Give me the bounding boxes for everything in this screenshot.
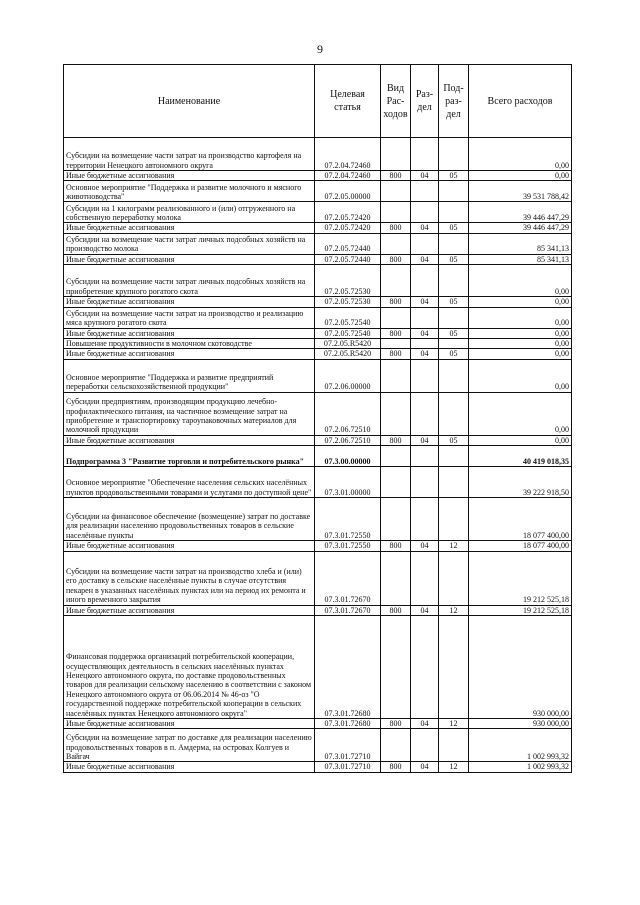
row-vid: 800 [381, 719, 411, 729]
row-podrazdel: 12 [439, 541, 469, 551]
row-podrazdel: 12 [439, 762, 469, 772]
row-name: Иные бюджетные ассигнования [64, 719, 315, 729]
row-vid [381, 265, 411, 297]
row-sum: 19 212 525,18 [469, 605, 572, 615]
row-code: 07.2.05.72420 [315, 223, 381, 233]
row-sum: 39 446 447,29 [469, 223, 572, 233]
table-row [64, 467, 572, 498]
table-row [64, 551, 572, 605]
row-sum: 0,00 [469, 297, 572, 307]
table-row [64, 435, 572, 445]
row-razdel [411, 359, 439, 392]
row-code: 07.3.01.72550 [315, 498, 381, 541]
row-razdel: 04 [411, 349, 439, 359]
header-name: Наименование [64, 65, 315, 138]
row-sum: 39 446 447,29 [469, 202, 572, 223]
row-vid [381, 392, 411, 435]
row-code: 07.3.01.00000 [315, 467, 381, 498]
row-name: Иные бюджетные ассигнования [64, 605, 315, 615]
row-sum: 0,00 [469, 138, 572, 171]
row-code: 07.2.05.72530 [315, 265, 381, 297]
row-code: 07.2.05.00000 [315, 181, 381, 202]
row-sum: 0,00 [469, 339, 572, 349]
row-razdel [411, 467, 439, 498]
row-razdel [411, 446, 439, 467]
table-row [64, 223, 572, 233]
row-podrazdel [439, 498, 469, 541]
row-sum: 0,00 [469, 359, 572, 392]
row-podrazdel: 12 [439, 605, 469, 615]
header-code: Целевая статья [315, 65, 381, 138]
row-vid [381, 498, 411, 541]
header-razdel: Раз-дел [411, 65, 439, 138]
row-podrazdel [439, 616, 469, 719]
row-podrazdel [439, 307, 469, 328]
row-razdel: 04 [411, 605, 439, 615]
row-vid: 800 [381, 762, 411, 772]
table-row [64, 349, 572, 359]
table-row [64, 254, 572, 264]
row-name: Субсидии на возмещение части затрат личных подсобных хозяйств на приобретение крупного рогатого скота [64, 265, 315, 297]
row-vid [381, 467, 411, 498]
row-sum: 1 002 993,32 [469, 729, 572, 762]
row-vid [381, 446, 411, 467]
row-sum: 85 341,13 [469, 233, 572, 254]
row-sum: 0,00 [469, 265, 572, 297]
table-row [64, 202, 572, 223]
row-name: Подпрограмма 3 "Развитие торговли и потребительского рынка" [64, 446, 315, 467]
row-vid [381, 181, 411, 202]
row-name: Иные бюджетные ассигнования [64, 762, 315, 772]
row-sum: 1 002 993,32 [469, 762, 572, 772]
row-vid: 800 [381, 349, 411, 359]
row-code: 07.2.05.72540 [315, 307, 381, 328]
row-name: Финансовая поддержка организаций потребительской кооперации, осуществляющих деятельность в сельских населённых пунктах Ненецкого автономного округа, по доставке продовольственных товаров для реализации сельскому населению в соответствии с законом Ненецкого автономного округа от 06.06.2014 № 46-оз "О государственной поддержке потребительской кооперации в сельских населённых пунктах Ненецкого автономного округа" [64, 616, 315, 719]
table-row [64, 359, 572, 392]
header-vid: Вид Рас-ходов [381, 65, 411, 138]
row-podrazdel: 05 [439, 328, 469, 338]
table-row [64, 233, 572, 254]
row-code: 07.2.04.72460 [315, 171, 381, 181]
row-name: Субсидии на возмещение затрат по доставке для реализации населению продовольственных товаров в п. Амдерма, на островах Колгуев и Вайгач [64, 729, 315, 762]
row-vid [381, 616, 411, 719]
row-podrazdel: 05 [439, 435, 469, 445]
row-sum: 39 531 788,42 [469, 181, 572, 202]
table-row [64, 307, 572, 328]
row-code: 07.3.01.72710 [315, 762, 381, 772]
row-code: 07.2.06.72510 [315, 392, 381, 435]
row-razdel: 04 [411, 254, 439, 264]
row-podrazdel: 05 [439, 297, 469, 307]
row-razdel [411, 265, 439, 297]
table-row [64, 605, 572, 615]
table-row [64, 498, 572, 541]
row-name: Основное мероприятие "Обеспечение населения сельских населённых пунктов продовольственными товарами и услугами по доступной цене" [64, 467, 315, 498]
row-vid: 800 [381, 541, 411, 551]
row-vid [381, 359, 411, 392]
table-row [64, 328, 572, 338]
row-sum: 0,00 [469, 435, 572, 445]
row-sum: 0,00 [469, 349, 572, 359]
row-code: 07.2.05.72420 [315, 202, 381, 223]
row-podrazdel [439, 467, 469, 498]
row-sum: 19 212 525,18 [469, 551, 572, 605]
table-row [64, 719, 572, 729]
row-sum: 930 000,00 [469, 719, 572, 729]
row-code: 07.3.01.72680 [315, 719, 381, 729]
row-name: Субсидии на возмещение части затрат на производство хлеба и (или) его доставку в сельские населённые пункты в случае отсутствия пекарен в указанных населённых пунктах или на период их ремонта и иного временного закрытия [64, 551, 315, 605]
header-podrazdel: Под-раз-дел [439, 65, 469, 138]
row-podrazdel [439, 392, 469, 435]
row-vid: 800 [381, 435, 411, 445]
table-row [64, 729, 572, 762]
row-razdel [411, 202, 439, 223]
row-vid: 800 [381, 328, 411, 338]
header-row [64, 65, 572, 138]
table-row [64, 762, 572, 772]
row-code: 07.2.05.72440 [315, 254, 381, 264]
table-row [64, 181, 572, 202]
row-vid [381, 307, 411, 328]
row-podrazdel [439, 233, 469, 254]
table-row [64, 392, 572, 435]
row-sum: 0,00 [469, 171, 572, 181]
row-podrazdel [439, 138, 469, 171]
row-podrazdel [439, 729, 469, 762]
table-row [64, 171, 572, 181]
row-code: 07.3.01.72710 [315, 729, 381, 762]
row-name: Основное мероприятие "Поддержка и развитие предприятий переработки сельскохозяйственной продукции" [64, 359, 315, 392]
row-sum: 930 000,00 [469, 616, 572, 719]
row-podrazdel: 05 [439, 171, 469, 181]
row-razdel: 04 [411, 719, 439, 729]
row-podrazdel [439, 446, 469, 467]
row-code: 07.2.05.72530 [315, 297, 381, 307]
row-sum: 0,00 [469, 392, 572, 435]
row-podrazdel: 05 [439, 223, 469, 233]
row-name: Повышение продуктивности в молочном скотоводстве [64, 339, 315, 349]
row-vid: 800 [381, 223, 411, 233]
header-total: Всего расходов [469, 65, 572, 138]
row-name: Иные бюджетные ассигнования [64, 541, 315, 551]
row-podrazdel: 05 [439, 349, 469, 359]
row-razdel: 04 [411, 297, 439, 307]
row-podrazdel: 12 [439, 719, 469, 729]
row-vid: 800 [381, 254, 411, 264]
row-code: 07.3.01.72670 [315, 551, 381, 605]
row-code: 07.2.05.R5420 [315, 349, 381, 359]
row-name: Иные бюджетные ассигнования [64, 435, 315, 445]
row-name: Основное мероприятие "Поддержка и развитие молочного и мясного животноводства" [64, 181, 315, 202]
table-row [64, 297, 572, 307]
row-sum: 0,00 [469, 328, 572, 338]
row-name: Иные бюджетные ассигнования [64, 254, 315, 264]
row-code: 07.3.00.00000 [315, 446, 381, 467]
row-name: Субсидии на возмещение части затрат на производство и реализацию мяса крупного рогатого скота [64, 307, 315, 328]
row-razdel [411, 498, 439, 541]
row-vid [381, 729, 411, 762]
row-code: 07.2.05.R5420 [315, 339, 381, 349]
row-name: Субсидии на возмещение части затрат личных подсобных хозяйств на производство молока [64, 233, 315, 254]
row-podrazdel: 05 [439, 254, 469, 264]
row-razdel [411, 551, 439, 605]
row-razdel [411, 138, 439, 171]
table-row [64, 138, 572, 171]
budget-table [63, 64, 572, 773]
row-razdel: 04 [411, 328, 439, 338]
row-code: 07.2.05.72540 [315, 328, 381, 338]
row-podrazdel [439, 265, 469, 297]
row-razdel [411, 339, 439, 349]
row-vid [381, 138, 411, 171]
row-sum: 85 341,13 [469, 254, 572, 264]
table-row [64, 265, 572, 297]
row-razdel: 04 [411, 541, 439, 551]
row-razdel [411, 392, 439, 435]
row-code: 07.2.04.72460 [315, 138, 381, 171]
page-number: 9 [317, 42, 323, 56]
row-vid: 800 [381, 605, 411, 615]
table-row [64, 339, 572, 349]
row-vid [381, 233, 411, 254]
row-code: 07.3.01.72670 [315, 605, 381, 615]
row-name: Иные бюджетные ассигнования [64, 171, 315, 181]
row-razdel: 04 [411, 762, 439, 772]
row-sum: 0,00 [469, 307, 572, 328]
row-sum: 40 419 018,35 [469, 446, 572, 467]
row-podrazdel [439, 551, 469, 605]
row-sum: 18 077 400,00 [469, 541, 572, 551]
row-name: Субсидии на возмещение части затрат на производство картофеля на территории Ненецкого автономного округа [64, 138, 315, 171]
row-razdel [411, 729, 439, 762]
row-name: Субсидии предприятиям, производящим продукцию лечебно-профилактического питания, на частичное возмещение затрат на приобретение и транспортировку тароупаковочных материалов для молочной продукции [64, 392, 315, 435]
row-razdel [411, 307, 439, 328]
row-razdel: 04 [411, 435, 439, 445]
row-code: 07.2.06.00000 [315, 359, 381, 392]
row-podrazdel [439, 202, 469, 223]
row-sum: 18 077 400,00 [469, 498, 572, 541]
row-sum: 39 222 918,50 [469, 467, 572, 498]
row-vid: 800 [381, 171, 411, 181]
row-code: 07.2.05.72440 [315, 233, 381, 254]
row-code: 07.3.01.72680 [315, 616, 381, 719]
row-code: 07.3.01.72550 [315, 541, 381, 551]
table-row [64, 616, 572, 719]
table-row [64, 541, 572, 551]
row-vid: 800 [381, 297, 411, 307]
row-podrazdel [439, 339, 469, 349]
table-row [64, 446, 572, 467]
row-name: Иные бюджетные ассигнования [64, 223, 315, 233]
row-razdel [411, 233, 439, 254]
row-razdel: 04 [411, 223, 439, 233]
row-name: Иные бюджетные ассигнования [64, 297, 315, 307]
row-vid [381, 339, 411, 349]
row-vid [381, 551, 411, 605]
row-razdel [411, 181, 439, 202]
row-vid [381, 202, 411, 223]
row-code: 07.2.06.72510 [315, 435, 381, 445]
row-name: Субсидии на финансовое обеспечение (возмещение) затрат по доставке для реализации населению продовольственных товаров в сельские населённые пункты [64, 498, 315, 541]
row-name: Субсидии на 1 килограмм реализованного и (или) отгруженного на собственную переработку молока [64, 202, 315, 223]
row-razdel [411, 616, 439, 719]
row-podrazdel [439, 359, 469, 392]
row-name: Иные бюджетные ассигнования [64, 328, 315, 338]
row-name: Иные бюджетные ассигнования [64, 349, 315, 359]
row-razdel: 04 [411, 171, 439, 181]
row-podrazdel [439, 181, 469, 202]
table-body [64, 138, 572, 773]
